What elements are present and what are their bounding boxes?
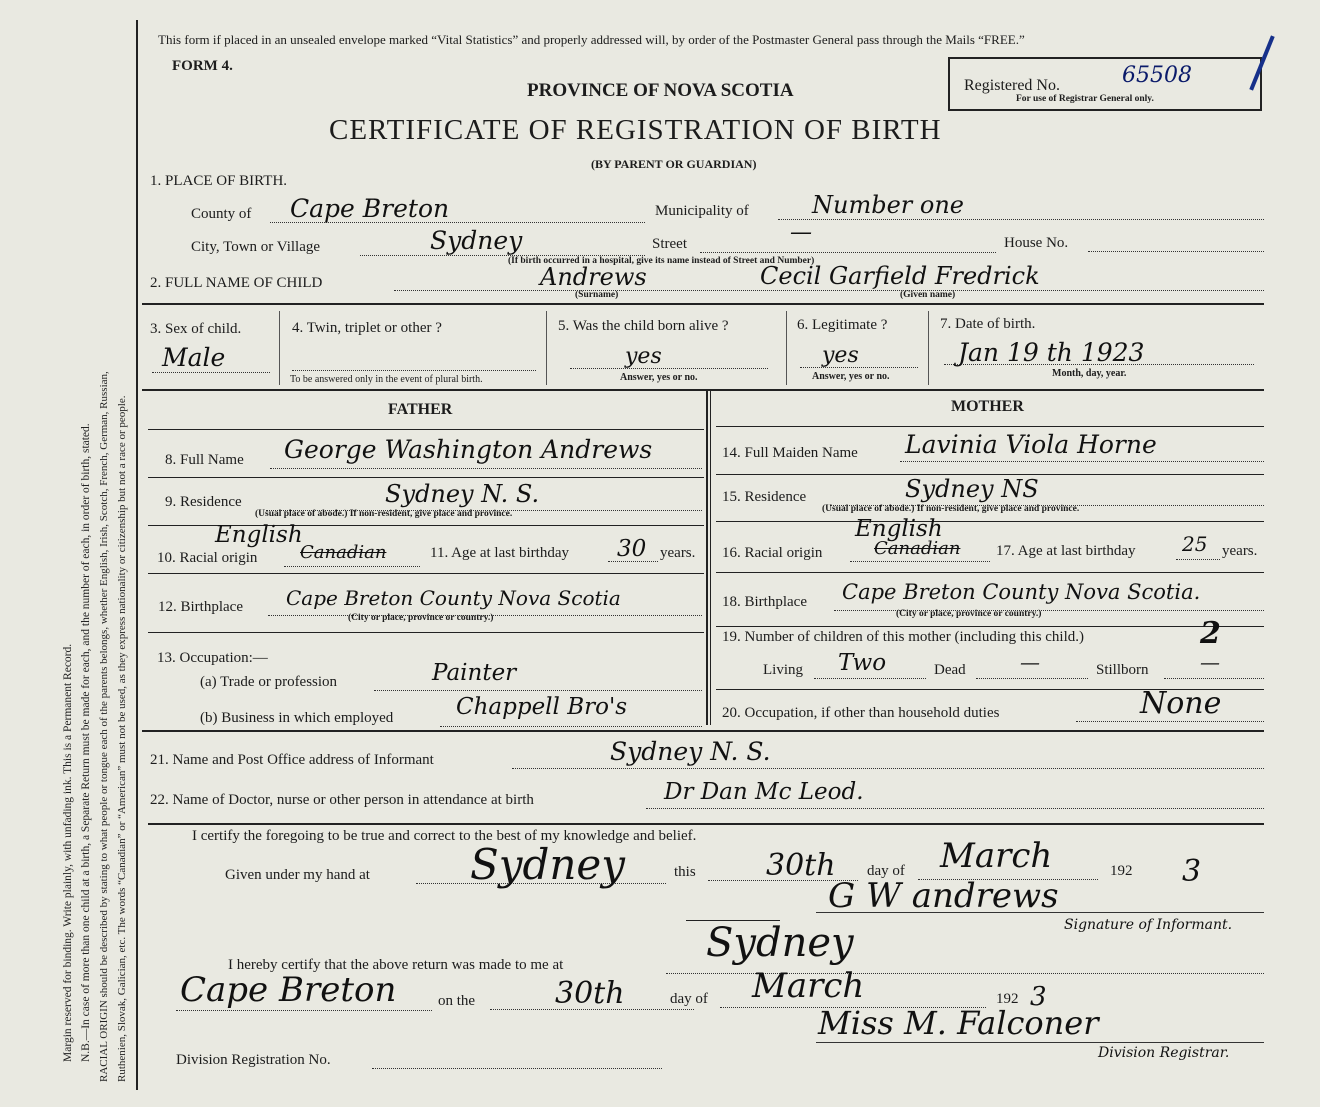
father-trade-label: (a) Trade or profession	[200, 674, 338, 690]
dead-label: Dead	[934, 662, 966, 678]
father-racial: English	[215, 522, 303, 548]
father-racial-label: 10. Racial origin	[157, 550, 258, 566]
father-residence-label: 9. Residence	[165, 494, 242, 510]
given-year-prefix: 192	[1110, 863, 1133, 879]
given-day: 30th	[766, 848, 836, 883]
house-label: House No.	[1004, 235, 1069, 251]
given-year: 3	[1182, 854, 1202, 889]
registrar-county: Cape Breton	[180, 970, 397, 1010]
alive-value: yes	[625, 344, 662, 369]
mother-racial-label: 16. Racial origin	[722, 545, 823, 561]
father-birthplace-note: (City or place, province or country.)	[348, 613, 494, 623]
legitimate-label: 6. Legitimate ?	[797, 317, 888, 333]
mother-years-label: years.	[1222, 543, 1258, 559]
mother-birthplace-label: 18. Birthplace	[722, 594, 807, 610]
informant-value: Sydney N. S.	[610, 737, 771, 766]
father-business-label: (b) Business in which employed	[200, 710, 394, 726]
county-label: County of	[191, 206, 252, 222]
father-years-label: years.	[660, 545, 696, 561]
street-label: Street	[652, 236, 687, 252]
mail-notice: This form if placed in an unsealed envelope marked “Vital Statistics” and properly addressed will, by order of the Postmaster General pass through the Mails “FREE.”	[158, 32, 1025, 47]
father-name-label: 8. Full Name	[165, 452, 244, 468]
given-label: Given under my hand at	[225, 867, 370, 883]
registrar-year-prefix: 192	[996, 991, 1019, 1007]
doctor-label: 22. Name of Doctor, nurse or other person in attendance at birth	[150, 792, 534, 808]
stillborn-count: —	[1200, 650, 1220, 674]
mother-name-label: 14. Full Maiden Name	[722, 445, 858, 461]
street-note: (If birth occurred in a hospital, give its name instead of Street and Number)	[508, 256, 815, 266]
father-birthplace: Cape Breton County Nova Scotia	[286, 586, 621, 610]
mother-occupation-label: 20. Occupation, if other than household duties	[722, 705, 1000, 721]
registrar-signature-caption: Division Registrar.	[1098, 1045, 1230, 1061]
racial-note-1: RACIAL ORIGIN should be described by stating to what people or tongue each of the parents belongs, whether English, Irish, Scotch, French, German, Russian,	[98, 371, 110, 1082]
mother-age: 25	[1182, 532, 1208, 556]
doctor-value: Dr Dan Mc Leod.	[664, 779, 864, 805]
living-count: Two	[838, 650, 887, 676]
mother-birthplace: Cape Breton County Nova Scotia.	[842, 580, 1201, 604]
children-count: 2	[1200, 616, 1221, 651]
father-age: 30	[617, 536, 647, 562]
child-surname: Andrews	[540, 263, 647, 291]
municipality-value: Number one	[812, 191, 964, 219]
mother-birthplace-note: (City or place, province or country.)	[896, 609, 1042, 619]
birth-date-value: Jan 19 th 1923	[958, 338, 1145, 367]
given-caption: (Given name)	[900, 290, 956, 300]
surname-caption: (Surname)	[575, 290, 619, 300]
street-value: —	[790, 220, 812, 245]
certificate-subtitle: (BY PARENT OR GUARDIAN)	[591, 157, 757, 171]
father-age-label: 11. Age at last birthday	[430, 545, 569, 561]
mother-age-label: 17. Age at last birthday	[996, 543, 1136, 559]
father-trade: Painter	[432, 660, 517, 686]
registrar-place: Sydney	[706, 920, 854, 966]
registrar-statement: I hereby certify that the above return was made to me at	[228, 957, 564, 973]
mother-heading: MOTHER	[951, 398, 1024, 415]
mother-racial-struck: Canadian	[874, 538, 961, 559]
father-residence-note: (Usual place of abode.) If non-resident, give place and province.	[255, 509, 513, 519]
legitimate-value: yes	[822, 343, 859, 368]
child-given-name: Cecil Garfield Fredrick	[760, 262, 1040, 290]
father-birthplace-label: 12. Birthplace	[158, 599, 243, 615]
legitimate-note: Answer, yes or no.	[812, 371, 890, 382]
mother-name: Lavinia Viola Horne	[905, 430, 1157, 459]
twin-note: N.B.—In case of more than one child at a birth, a Separate Return must be made for each, and the number of each, in order of birth, stated.	[80, 423, 92, 1062]
registered-box	[948, 57, 1262, 111]
living-label: Living	[763, 662, 803, 678]
registered-number: 65508	[1122, 63, 1192, 88]
mother-residence-label: 15. Residence	[722, 489, 807, 505]
city-label: City, Town or Village	[191, 239, 321, 255]
division-registration-label: Division Registration No.	[176, 1052, 331, 1068]
birth-date-note: Month, day, year.	[1052, 368, 1127, 379]
father-residence: Sydney N. S.	[385, 480, 540, 508]
informant-signature: G W andrews	[828, 876, 1059, 916]
alive-label: 5. Was the child born alive ?	[558, 318, 729, 334]
this-label: this	[674, 864, 696, 880]
twin-label: 4. Twin, triplet or other ?	[292, 320, 442, 336]
birth-date-label: 7. Date of birth.	[940, 316, 1036, 332]
given-month: March	[940, 836, 1053, 876]
certificate-title: CERTIFICATE OF REGISTRATION OF BIRTH	[329, 114, 942, 146]
margin-note: Margin reserved for binding. Write plainly, with unfading ink. This is a Permanent Record.	[62, 643, 74, 1062]
registered-sub: For use of Registrar General only.	[1016, 94, 1154, 104]
father-racial-struck: Canadian	[300, 542, 387, 563]
registrar-on-label: on the	[438, 993, 476, 1009]
dead-count: —	[1020, 650, 1040, 674]
father-occupation-label: 13. Occupation:—	[157, 650, 268, 666]
municipality-label: Municipality of	[655, 203, 749, 219]
registered-label: Registered No.	[964, 77, 1060, 94]
registrar-dayof-label: day of	[670, 991, 708, 1007]
county-value: Cape Breton	[290, 194, 450, 223]
racial-note-2: Ruthenien, Slovak, Galician, etc. The words “Canadian” or “American” must not be used, as they express nationality or citizenship but not a race or people.	[116, 395, 128, 1082]
mother-residence: Sydney NS	[905, 475, 1039, 503]
form-number: FORM 4.	[172, 58, 233, 74]
mother-occupation: None	[1140, 686, 1222, 721]
registrar-year: 3	[1030, 982, 1047, 1012]
informant-signature-caption: Signature of Informant.	[1064, 917, 1233, 933]
sex-value: Male	[162, 343, 226, 372]
city-value: Sydney	[430, 226, 523, 255]
alive-note: Answer, yes or no.	[620, 372, 698, 383]
registrar-signature: Miss M. Falconer	[818, 1004, 1099, 1042]
father-heading: FATHER	[388, 401, 453, 418]
given-dayof-label: day of	[867, 863, 905, 879]
children-count-label: 19. Number of children of this mother (including this child.)	[722, 629, 1085, 645]
registrar-day: 30th	[555, 976, 625, 1011]
given-place: Sydney	[470, 840, 626, 889]
twin-note-caption: To be answered only in the event of plural birth.	[290, 374, 483, 385]
mother-racial: English	[855, 516, 943, 542]
mother-residence-note: (Usual place of abode.) If non-resident, give place and province.	[822, 504, 1080, 514]
sex-label: 3. Sex of child.	[150, 321, 242, 337]
father-business: Chappell Bro's	[456, 694, 628, 720]
child-name-label: 2. FULL NAME OF CHILD	[150, 275, 323, 291]
registrar-month: March	[752, 966, 865, 1006]
stillborn-label: Stillborn	[1096, 662, 1149, 678]
margin-rule	[136, 20, 138, 1090]
province-heading: PROVINCE OF NOVA SCOTIA	[527, 80, 794, 101]
informant-label: 21. Name and Post Office address of Informant	[150, 752, 434, 768]
certify-statement: I certify the foregoing to be true and correct to the best of my knowledge and belief.	[192, 828, 697, 844]
father-name: George Washington Andrews	[284, 435, 653, 464]
place-heading: 1. PLACE OF BIRTH.	[150, 173, 288, 189]
